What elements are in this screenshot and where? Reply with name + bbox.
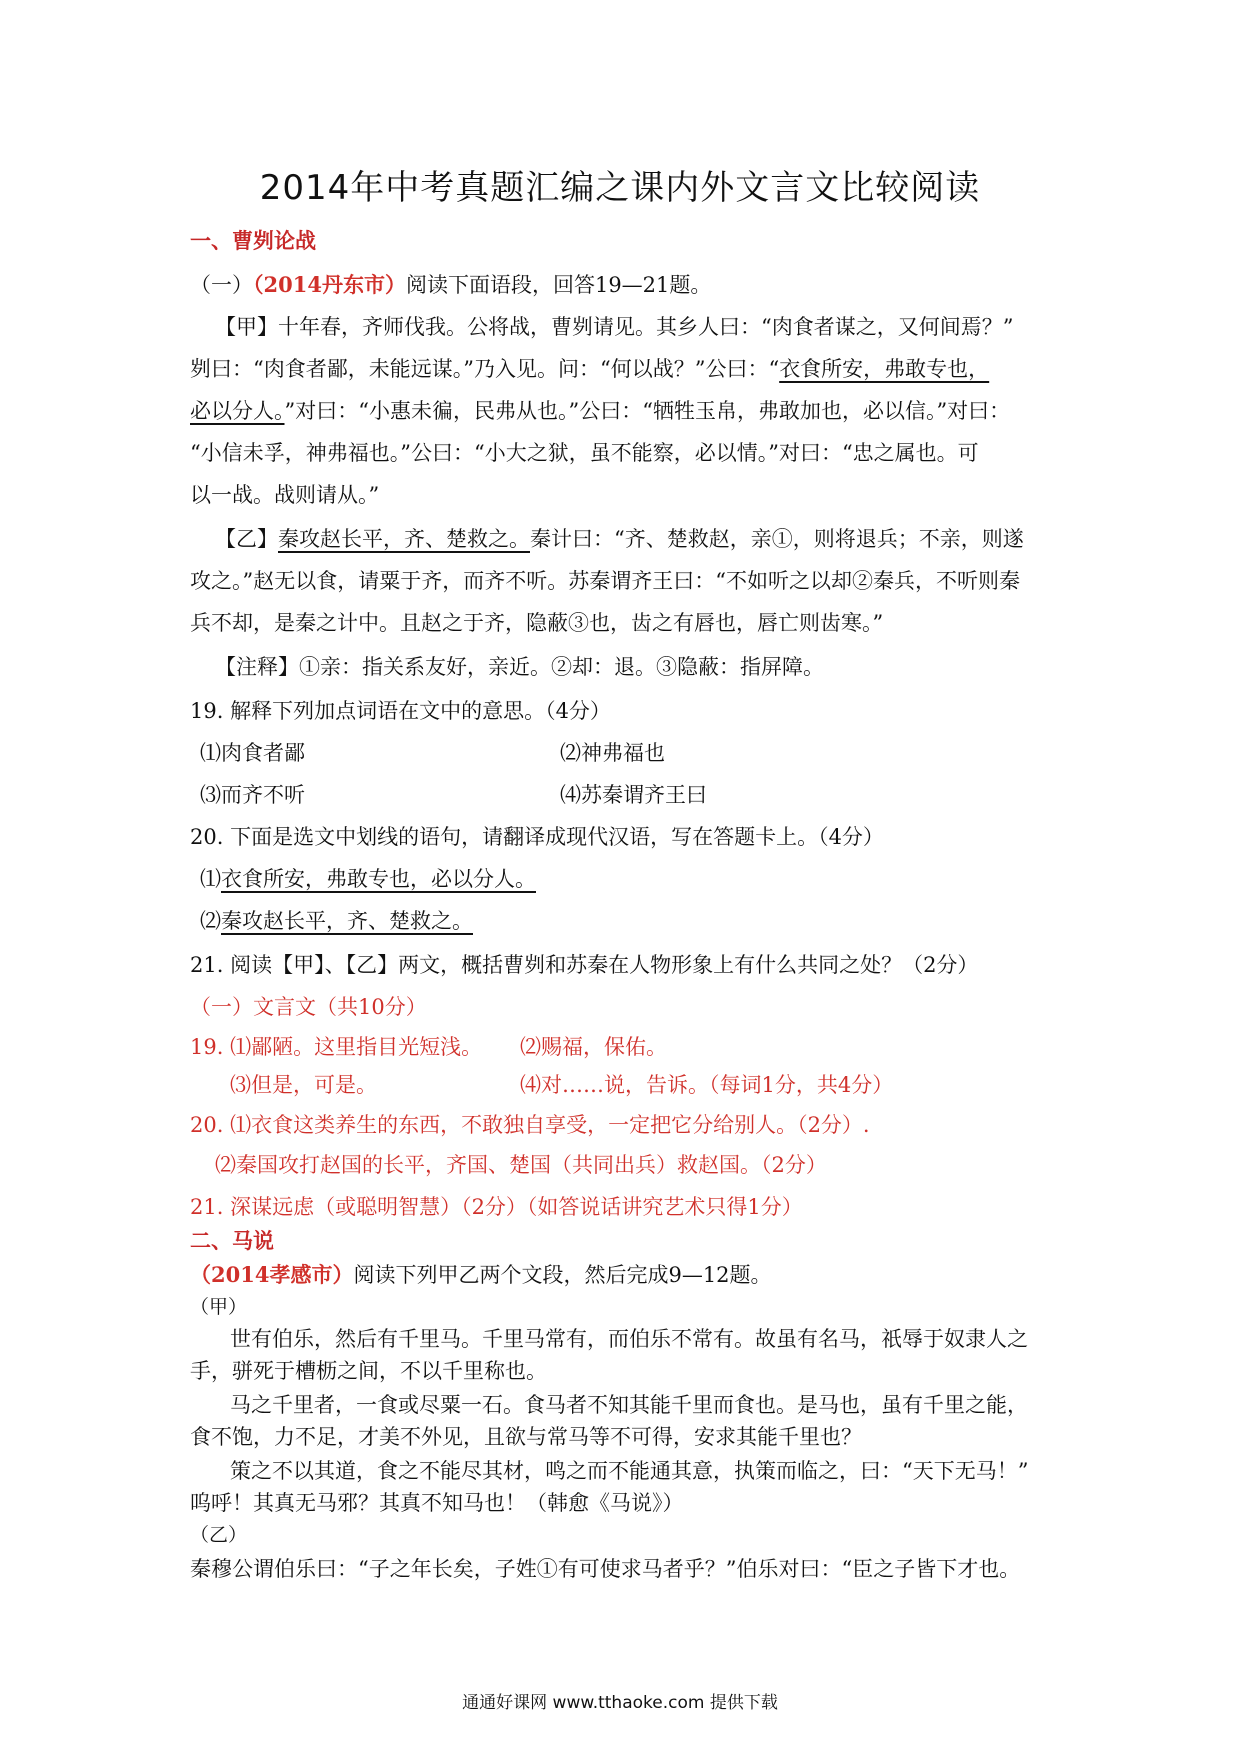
question-21: 21. 阅读【甲】、【乙】两文，概括曹刿和苏秦在人物形象上有什么共同之处？（2分）: [190, 953, 979, 977]
intro-source: （2014丹东市）: [253, 272, 406, 297]
q20-item-2: [200, 906, 473, 936]
jia-line-2: [190, 354, 989, 384]
ma-para-3-line-2: 呜呼！其真无马邪？其真不知马也！（韩愈《马说》）: [190, 1491, 684, 1515]
intro-text: 阅读下面语段，回答19—21题。: [405, 273, 712, 297]
q19-item-2: ⑵神弗福也: [560, 741, 665, 765]
jia-underlined-1: 衣食所安，弗敢专也，: [779, 357, 990, 381]
ma-para-1-line-2: 手，骈死于槽枥之间，不以千里称也。: [190, 1359, 547, 1383]
question-20: 20. 下面是选文中划线的语句，请翻译成现代汉语，写在答题卡上。（4分）: [190, 825, 884, 849]
answer-heading: （一）文言文（共10分）: [190, 995, 427, 1019]
jia-line-2-text: 刿曰：“肉食者鄙，未能远谋。”乃入见。问：“何以战？”公曰：“: [190, 357, 780, 381]
intro-2-source: （2014孝感市）: [190, 1262, 354, 1287]
ma-para-2-line-1: 马之千里者，一食或尽粟一石。食马者不知其能千里而食也。是马也，虽有千里之能，: [230, 1393, 1028, 1417]
intro-prefix: （一）: [190, 273, 253, 297]
annotation-note: 【注释】①亲：指关系友好，亲近。②却：退。③隐蔽：指屏障。: [215, 655, 824, 679]
q20-item-2-text: 秦攻赵长平，齐、楚救之。: [221, 909, 473, 933]
ma-para-2-line-2: 食不饱，力不足，才美不外见，且欲与常马等不可得，安求其能千里也？: [190, 1425, 862, 1449]
section-heading-2: 二、马说: [190, 1229, 274, 1253]
jia-line-1: 【甲】十年春，齐师伐我。公将战，曹刿请见。其乡人曰：“肉食者谋之，又何间焉？”: [215, 315, 1014, 339]
ma-para-1-line-1: 世有伯乐，然后有千里马。千里马常有，而伯乐不常有。故虽有名马，祇辱于奴隶人之: [230, 1327, 1028, 1351]
page-footer: 通通好课网 www.tthaoke.com 提供下载: [462, 1693, 778, 1713]
yi-underlined: 秦攻赵长平，齐、楚救之。: [278, 527, 530, 551]
jia-line-4: “小信未孚，神弗福也。”公曰：“小大之狱，虽不能察，必以情。”对曰：“忠之属也。可: [190, 441, 979, 465]
answer-19-3: ⑶但是，可是。: [230, 1073, 377, 1097]
answer-19-4: ⑷对……说，告诉。（每词1分，共4分）: [520, 1073, 894, 1097]
answer-19-2: ⑵赐福，保佑。: [520, 1035, 667, 1059]
q20-item-1: [200, 864, 536, 894]
yi-label-2: （乙）: [190, 1524, 248, 1546]
question-intro: [190, 270, 711, 300]
yi-2-line-1: 秦穆公谓伯乐曰：“子之年长矣，子姓①有可使求马者乎？”伯乐对曰：“臣之子皆下才也。: [190, 1557, 1021, 1581]
q20-item-2-num: ⑵: [200, 909, 221, 933]
q20-item-1-text: 衣食所安，弗敢专也，必以分人。: [221, 867, 536, 891]
page-title: 2014年中考真题汇编之课内外文言文比较阅读: [259, 168, 981, 208]
yi-label: 【乙】: [215, 527, 278, 551]
yi-line-1: [215, 524, 1024, 554]
q19-item-1: ⑴肉食者鄙: [200, 741, 305, 765]
yi-line-2: 攻之。”赵无以食，请粟于齐，而齐不听。苏秦谓齐王曰：“不如听之以却②秦兵，不听则秦: [190, 569, 1020, 593]
section-heading-1: 一、曹刿论战: [190, 229, 316, 253]
answer-20-2: ⑵秦国攻打赵国的长平，齐国、楚国（共同出兵）救赵国。（2分）: [215, 1153, 827, 1177]
ma-para-3-line-1: 策之不以其道，食之不能尽其材，鸣之而不能通其意，执策而临之，曰：“天下无马！”: [230, 1459, 1029, 1483]
q19-item-4: ⑷苏秦谓齐王曰: [560, 783, 707, 807]
answer-19-1: 19. ⑴鄙陋。这里指目光短浅。: [190, 1035, 483, 1059]
jia-line-3-text: ”对曰：“小惠未徧，民弗从也。”公曰：“牺牲玉帛，弗敢加也，必以信。”对曰：: [284, 399, 1011, 423]
question-19: 19. 解释下列加点词语在文中的意思。（4分）: [190, 699, 611, 723]
section-2-intro: [190, 1260, 772, 1290]
jia-label-2: （甲）: [190, 1296, 248, 1318]
answer-21: 21. 深谋远虑（或聪明智慧）（2分）（如答说话讲究艺术只得1分）: [190, 1195, 803, 1219]
q19-item-3: ⑶而齐不听: [200, 783, 305, 807]
q20-item-1-num: ⑴: [200, 867, 221, 891]
jia-line-3: [190, 396, 1010, 426]
jia-underlined-2: 必以分人。: [190, 399, 285, 423]
jia-line-5: 以一战。战则请从。”: [190, 483, 380, 507]
intro-2-text: 阅读下列甲乙两个文段，然后完成9—12题。: [353, 1263, 772, 1287]
yi-line-3: 兵不却，是秦之计中。且赵之于齐，隐蔽③也，齿之有唇也，唇亡则齿寒。”: [190, 611, 884, 635]
answer-20-1: 20. ⑴衣食这类养生的东西，不敢独自享受，一定把它分给别人。（2分）.: [190, 1113, 870, 1137]
yi-line-1-text: 秦计曰：“齐、楚救赵，亲①，则将退兵；不亲，则遂: [530, 527, 1024, 551]
